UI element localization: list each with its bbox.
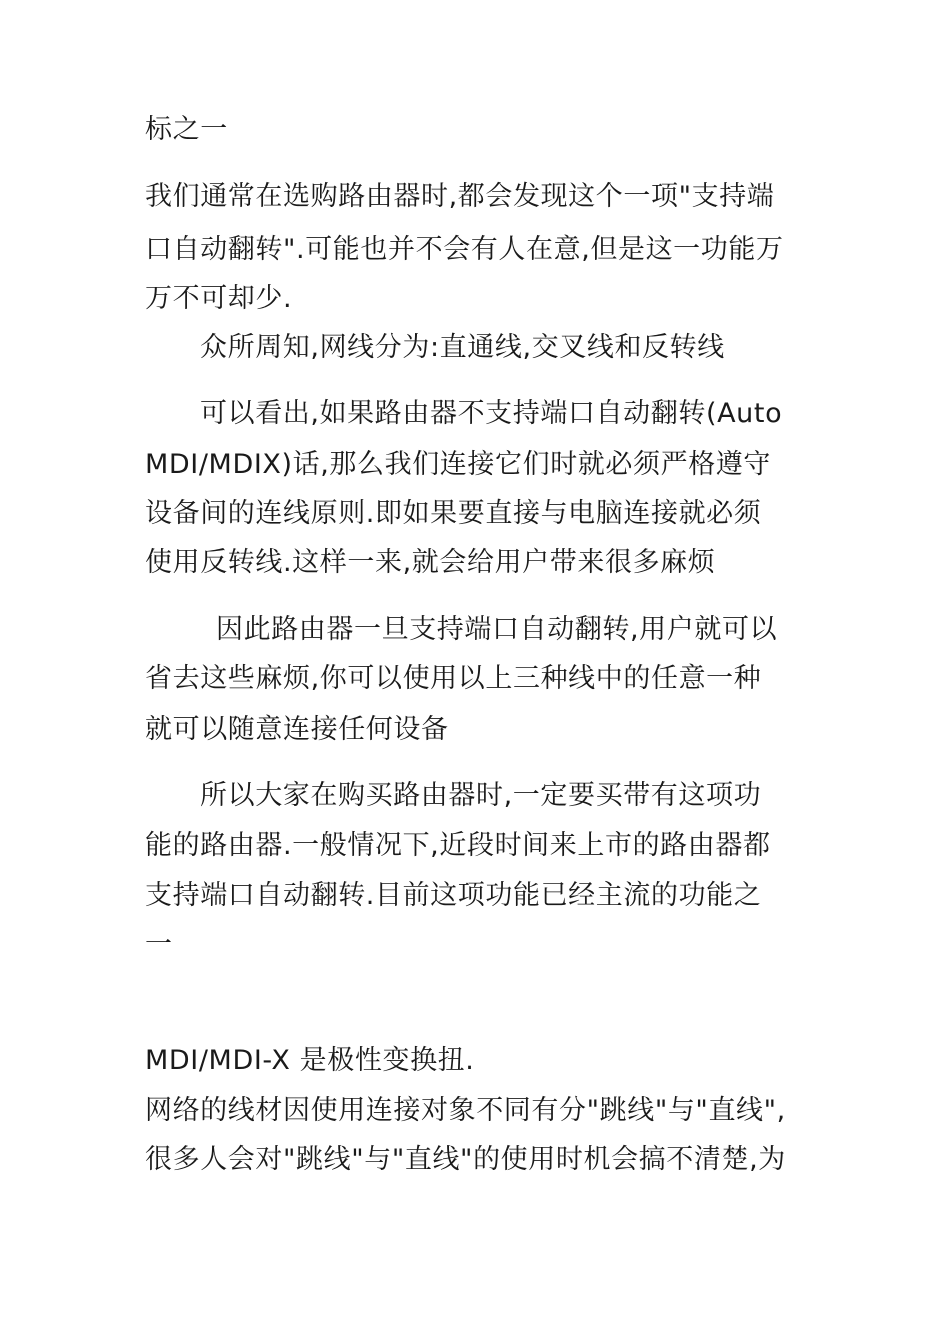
text-line: 我们通常在选购路由器时,都会发现这个一项"支持端 (145, 181, 775, 212)
text-line: MDI/MDIX)话,那么我们连接它们时就必须严格遵守 (145, 449, 772, 480)
text-line: 可以看出,如果路由器不支持端口自动翻转(Auto (200, 398, 783, 429)
text-line: MDI/MDI-X 是极性变换扭. (145, 1045, 475, 1076)
text-line: 所以大家在购买路由器时,一定要买带有这项功 (200, 780, 762, 811)
text-line: 很多人会对"跳线"与"直线"的使用时机会搞不清楚,为 (145, 1144, 786, 1175)
text-line: 使用反转线.这样一来,就会给用户带来很多麻烦 (145, 547, 716, 578)
text-line: 网络的线材因使用连接对象不同有分"跳线"与"直线", (145, 1095, 786, 1126)
text-line: 支持端口自动翻转.目前这项功能已经主流的功能之 (145, 880, 762, 911)
text-line: 一 (145, 929, 173, 960)
text-line: 标之一 (145, 114, 228, 145)
text-line: 众所周知,网线分为:直通线,交叉线和反转线 (200, 332, 725, 363)
text-line: 能的路由器.一般情况下,近段时间来上市的路由器都 (145, 830, 771, 861)
text-line: 万不可却少. (145, 283, 293, 314)
text-line: 口自动翻转".可能也并不会有人在意,但是这一功能万 (145, 234, 784, 265)
text-line: 省去这些麻烦,你可以使用以上三种线中的任意一种 (145, 663, 762, 694)
text-line: 就可以随意连接任何设备 (145, 714, 449, 745)
text-line: 设备间的连线原则.即如果要直接与电脑连接就必须 (145, 498, 762, 529)
text-line: 因此路由器一旦支持端口自动翻转,用户就可以 (216, 614, 778, 645)
